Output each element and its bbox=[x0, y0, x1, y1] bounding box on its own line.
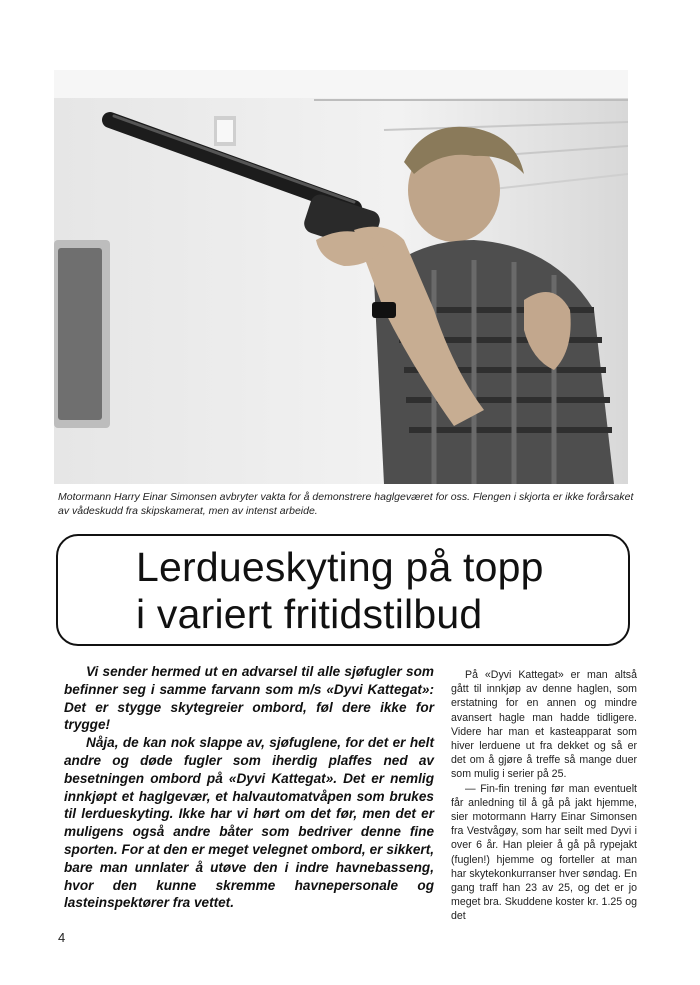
body-text-column bbox=[451, 668, 637, 924]
page-number: 4 bbox=[58, 930, 66, 945]
photo-man-aiming-shotgun bbox=[54, 70, 628, 484]
lead-paragraph-1: Vi sender hermed ut en advarsel til alle sjøfugler som befinner seg i samme farvann som m/s «Dyvi Kattegat»: Det er stygge skytegreier ombord, føl dere ikke for trygge! bbox=[64, 664, 434, 733]
headline-line-1: Lerdueskyting på topp bbox=[136, 544, 544, 590]
headline-frame bbox=[56, 534, 630, 646]
photo-caption: Motormann Harry Einar Simonsen avbryter vakta for å demonstrere haglgeværet for oss. Flengen i skjorta er ikke forårsaket av vådeskudd fra skipskamerat, men av intenst arbeide. bbox=[58, 491, 634, 517]
article-headline bbox=[136, 544, 616, 638]
body-paragraph-2: — Fin-fin trening før man eventuelt får anledning til å gå på jakt hjemme, sier motormann Harry Einar Simonsen fra Vestvågøy, som har seilt med Dyvi i over 6 år. Han pleier å gå på rypejakt (fuglen!) hjemme og forteller at man har skytekonkurranser hver søndag. En gang traff han 23 av 25, og det er jo meget bra. Skuddene koster kr. 1.25 og det bbox=[451, 782, 637, 923]
lead-paragraph-column bbox=[64, 663, 434, 912]
body-paragraph-1: På «Dyvi Kattegat» er man altså gått til innkjøp av denne haglen, som erstatning for en annen og mindre avansert hagle man hadde tidligere. Videre har man et kasteapparat som hiver lerduene ut fra dekket og så er det om å gjøre å treffe så mange duer som mulig i serier på 25. bbox=[451, 669, 637, 781]
headline-line-2: i variert fritidstilbud bbox=[136, 591, 483, 637]
photo-illustration bbox=[54, 70, 628, 484]
lead-paragraph-2: Nåja, de kan nok slappe av, sjøfuglene, for det er helt andre og døde fugler som iherdig plaffes ned av besetningen ombord på «Dyvi Kattegat». Det er nemlig innkjøpt et haglgevær, et halvautomatvåpen som brukes til lerdueskyting. Ikke har vi hørt om det før, men det er muligens også andre båter som bedriver denne fine sporten. For at den er meget velegnet ombord, er sikkert, bare man unnlater å utøve den i indre havnebasseng, hvor den kunne skremme havnepersonale og lasteinspektører fra vettet. bbox=[64, 735, 434, 911]
